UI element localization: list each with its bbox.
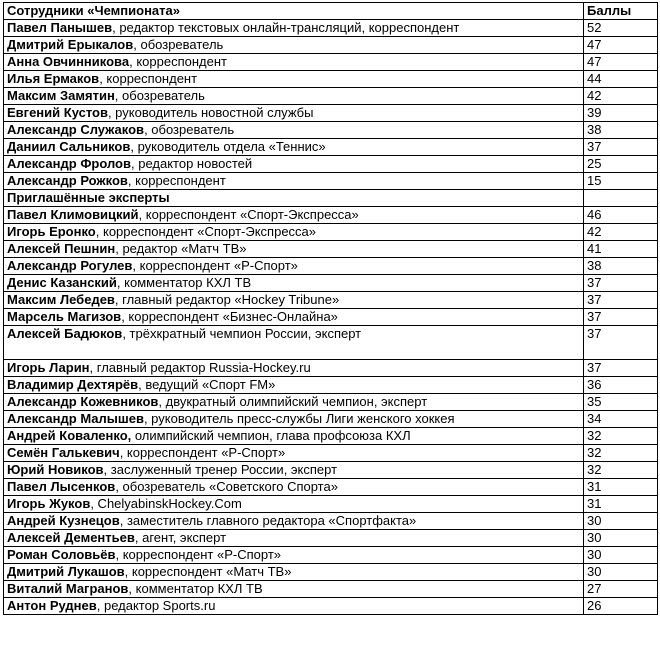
person-cell [4, 207, 584, 224]
score-cell: 27 [584, 581, 658, 598]
person-cell [4, 445, 584, 462]
person-role: , редактор «Матч ТВ» [115, 241, 247, 256]
score-cell: 42 [584, 224, 658, 241]
person-name: Виталий Магранов [7, 581, 129, 596]
score-cell: 44 [584, 71, 658, 88]
person-role: , редактор Sports.ru [96, 598, 216, 613]
score-cell: 37 [584, 326, 658, 360]
table-row [4, 122, 658, 139]
person-name: Александр Рогулев [7, 258, 133, 273]
score-cell: 37 [584, 292, 658, 309]
person-name: Александр Служаков [7, 122, 145, 137]
score-cell: 37 [584, 309, 658, 326]
score-cell: 32 [584, 428, 658, 445]
table-header-row [4, 3, 658, 20]
person-name: Максим Замятин [7, 88, 115, 103]
table-row [4, 394, 658, 411]
score-cell: 35 [584, 394, 658, 411]
table-row [4, 530, 658, 547]
person-name: Роман Соловьёв [7, 547, 116, 562]
table-row [4, 513, 658, 530]
person-name: Павел Климовицкий [7, 207, 139, 222]
person-cell [4, 411, 584, 428]
person-cell [4, 394, 584, 411]
header-staff-cell: Сотрудники «Чемпионата» [4, 3, 584, 20]
score-cell: 38 [584, 258, 658, 275]
person-role: , редактор новостей [131, 156, 253, 171]
person-role: , заместитель главного редактора «Спортфакта» [119, 513, 417, 528]
table-row [4, 139, 658, 156]
person-role: , главный редактор «Hockey Tribune» [114, 292, 340, 307]
score-cell: 30 [584, 547, 658, 564]
person-name: Павел Панышев [7, 20, 113, 35]
person-role: олимпийский чемпион, глава профсоюза КХЛ [131, 428, 411, 443]
person-role: , корреспондент [129, 54, 227, 69]
score-cell: 36 [584, 377, 658, 394]
person-name: Алексей Дементьев [7, 530, 135, 545]
person-role: , комментатор КХЛ ТВ [116, 275, 252, 290]
person-cell [4, 241, 584, 258]
person-role: , корреспондент «Бизнес-Онлайна» [121, 309, 338, 324]
section-header-row [4, 190, 658, 207]
person-role: , корреспондент «Матч ТВ» [124, 564, 292, 579]
table-row [4, 54, 658, 71]
person-role: , ведущий «Спорт FM» [138, 377, 276, 392]
table-row [4, 547, 658, 564]
person-cell [4, 326, 584, 360]
person-cell [4, 37, 584, 54]
person-role: , обозреватель «Советского Спорта» [115, 479, 338, 494]
person-role: , главный редактор Russia-Hockey.ru [89, 360, 311, 375]
person-name: Андрей Кузнецов [7, 513, 120, 528]
person-name: Максим Лебедев [7, 292, 115, 307]
person-cell [4, 309, 584, 326]
person-cell [4, 360, 584, 377]
person-role: , обозреватель [114, 88, 205, 103]
person-name: Игорь Еронко [7, 224, 96, 239]
person-role: , корреспондент «Спорт-Экспресса» [95, 224, 317, 239]
person-name: Денис Казанский [7, 275, 117, 290]
person-role: , руководитель отдела «Теннис» [130, 139, 326, 154]
table-row [4, 71, 658, 88]
person-name: Марсель Магизов [7, 309, 122, 324]
score-cell: 39 [584, 105, 658, 122]
person-role: , агент, эксперт [134, 530, 227, 545]
table-row [4, 105, 658, 122]
person-name: Александр Рожков [7, 173, 128, 188]
table-row [4, 462, 658, 479]
person-cell [4, 581, 584, 598]
score-cell: 15 [584, 173, 658, 190]
person-name: Юрий Новиков [7, 462, 104, 477]
empty-score-cell [584, 190, 658, 207]
person-cell [4, 479, 584, 496]
table-row [4, 37, 658, 54]
person-role: , обозреватель [144, 122, 235, 137]
person-cell [4, 224, 584, 241]
score-cell: 52 [584, 20, 658, 37]
score-cell: 30 [584, 513, 658, 530]
person-role: , руководитель новостной службы [107, 105, 314, 120]
person-cell [4, 71, 584, 88]
scores-table [3, 2, 658, 615]
person-role: , заслуженный тренер России, эксперт [103, 462, 338, 477]
person-name: Александр Малышев [7, 411, 144, 426]
person-name: Андрей Коваленко, [7, 428, 132, 443]
person-cell [4, 173, 584, 190]
person-name: Илья Ермаков [7, 71, 100, 86]
person-name: Дмитрий Ерыкалов [7, 37, 134, 52]
table-row [4, 275, 658, 292]
person-name: Игорь Жуков [7, 496, 91, 511]
score-cell: 47 [584, 37, 658, 54]
table-row [4, 241, 658, 258]
person-cell [4, 88, 584, 105]
table-row [4, 428, 658, 445]
score-cell: 34 [584, 411, 658, 428]
person-cell [4, 530, 584, 547]
person-cell [4, 564, 584, 581]
person-name: Евгений Кустов [7, 105, 108, 120]
person-name: Павел Лысенков [7, 479, 116, 494]
person-name: Дмитрий Лукашов [7, 564, 125, 579]
table-row [4, 88, 658, 105]
score-cell: 46 [584, 207, 658, 224]
scores-table-body [4, 3, 658, 615]
score-cell: 32 [584, 462, 658, 479]
table-row [4, 360, 658, 377]
person-cell [4, 513, 584, 530]
table-row [4, 224, 658, 241]
person-role: , обозреватель [133, 37, 224, 52]
table-row [4, 309, 658, 326]
experts-section-title: Приглашённые эксперты [4, 190, 584, 207]
person-cell [4, 496, 584, 513]
table-row [4, 377, 658, 394]
score-cell: 31 [584, 496, 658, 513]
table-row [4, 292, 658, 309]
person-cell [4, 428, 584, 445]
person-role: , корреспондент «Р-Спорт» [132, 258, 298, 273]
table-row [4, 598, 658, 615]
table-row [4, 445, 658, 462]
table-row [4, 156, 658, 173]
score-cell: 37 [584, 360, 658, 377]
table-row [4, 496, 658, 513]
person-cell [4, 275, 584, 292]
person-role: , двукратный олимпийский чемпион, эксперт [158, 394, 428, 409]
table-row [4, 564, 658, 581]
person-name: Александр Фролов [7, 156, 131, 171]
person-role: , корреспондент «Спорт-Экспресса» [138, 207, 359, 222]
person-cell [4, 139, 584, 156]
score-cell: 41 [584, 241, 658, 258]
person-name: Игорь Ларин [7, 360, 90, 375]
person-name: Алексей Пешнин [7, 241, 116, 256]
table-row [4, 207, 658, 224]
score-cell: 38 [584, 122, 658, 139]
score-cell: 37 [584, 275, 658, 292]
table-row [4, 20, 658, 37]
person-role: , руководитель пресс-службы Лиги женского хоккея [143, 411, 455, 426]
person-role: , редактор текстовых онлайн-трансляций, корреспондент [112, 20, 460, 35]
person-cell [4, 258, 584, 275]
table-row [4, 411, 658, 428]
score-cell: 25 [584, 156, 658, 173]
person-role: , корреспондент [99, 71, 198, 86]
person-name: Алексей Бадюков [7, 326, 123, 341]
person-cell [4, 292, 584, 309]
person-role: , трёхкратный чемпион России, эксперт [122, 326, 362, 341]
person-role: , ChelyabinskHockey.Com [90, 496, 242, 511]
person-cell [4, 598, 584, 615]
person-name: Александр Кожевников [7, 394, 159, 409]
person-cell [4, 377, 584, 394]
person-name: Владимир Дехтярёв [7, 377, 139, 392]
score-cell: 37 [584, 139, 658, 156]
person-cell [4, 462, 584, 479]
person-cell [4, 20, 584, 37]
score-cell: 26 [584, 598, 658, 615]
score-cell: 47 [584, 54, 658, 71]
person-name: Даниил Сальников [7, 139, 131, 154]
person-cell [4, 156, 584, 173]
score-cell: 30 [584, 530, 658, 547]
person-cell [4, 122, 584, 139]
person-role: , комментатор КХЛ ТВ [128, 581, 263, 596]
person-role: , корреспондент [127, 173, 226, 188]
person-name: Антон Руднев [7, 598, 97, 613]
person-cell [4, 105, 584, 122]
header-score-cell: Баллы [584, 3, 658, 20]
table-row [4, 479, 658, 496]
score-cell: 30 [584, 564, 658, 581]
score-cell: 42 [584, 88, 658, 105]
table-row [4, 173, 658, 190]
score-cell: 31 [584, 479, 658, 496]
person-cell [4, 54, 584, 71]
person-name: Анна Овчинникова [7, 54, 130, 69]
person-role: , корреспондент «Р-Спорт» [115, 547, 282, 562]
score-cell: 32 [584, 445, 658, 462]
table-row [4, 258, 658, 275]
person-role: , корреспондент «Р-Спорт» [119, 445, 286, 460]
person-cell [4, 547, 584, 564]
person-name: Семён Галькевич [7, 445, 120, 460]
table-row [4, 326, 658, 360]
table-row [4, 581, 658, 598]
